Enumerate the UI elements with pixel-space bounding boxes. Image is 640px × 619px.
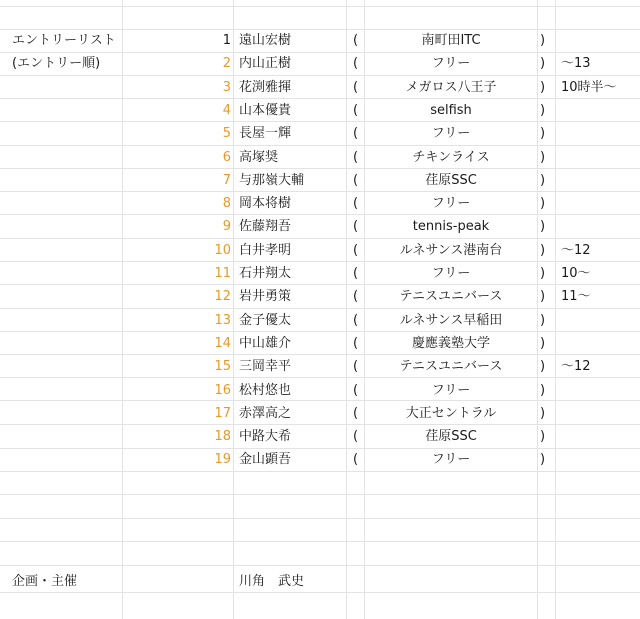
paren-close[interactable]: ) [540,266,546,281]
paren-open[interactable]: ( [353,452,359,468]
availability-note[interactable] [561,379,639,402]
player-name[interactable]: 石井翔太 [239,266,292,281]
entry-row [0,215,640,238]
paren-close[interactable]: ) [540,242,546,258]
entry-row [0,52,640,75]
paren-close[interactable]: ) [540,102,546,118]
paren-open[interactable]: ( [353,289,359,305]
entry-number[interactable]: 7 [222,172,231,188]
player-name[interactable]: 岩井勇策 [239,289,292,305]
availability-note[interactable]: 〜12 [561,242,591,258]
club-name[interactable]: チキンライス [412,149,490,165]
paren-open[interactable]: ( [353,382,359,398]
availability-note[interactable] [561,192,639,215]
player-name[interactable]: 遠山宏樹 [239,33,292,48]
paren-close[interactable]: ) [540,382,546,398]
entry-row [0,285,640,308]
entry-number[interactable]: 8 [222,196,231,212]
entry-row [0,122,640,145]
entry-row [0,146,640,169]
player-name[interactable]: 花渕雅揮 [239,79,292,95]
entry-row [0,448,640,471]
paren-close[interactable]: ) [540,79,546,95]
availability-note[interactable]: 10〜 [561,266,591,281]
row-divider [0,541,640,542]
player-name[interactable]: 中路大希 [239,429,292,445]
organizer-name[interactable]: 川角 武史 [239,574,305,589]
entry-row [0,76,640,99]
entry-row [0,169,640,192]
paren-close[interactable]: ) [540,359,546,375]
paren-open[interactable]: ( [353,266,359,281]
paren-open[interactable]: ( [353,196,359,212]
entry-number[interactable]: 1 [222,33,231,48]
club-name[interactable]: tennis-peak [412,219,490,235]
club-name[interactable]: 大正セントラル [405,405,497,421]
paren-open[interactable]: ( [353,102,359,118]
player-name[interactable]: 高塚奨 [239,149,279,165]
paren-open[interactable]: ( [353,312,359,328]
player-name[interactable]: 与那嶺大輔 [239,172,305,188]
player-name[interactable]: 岡本将樹 [239,196,292,212]
availability-note[interactable] [561,146,639,169]
row-divider [0,565,640,566]
paren-open[interactable]: ( [353,429,359,445]
paren-close[interactable]: ) [540,405,546,421]
entry-row [0,309,640,332]
entry-number[interactable]: 6 [222,149,231,165]
paren-open[interactable]: ( [353,359,359,375]
availability-note[interactable] [561,425,639,448]
paren-close[interactable]: ) [540,149,546,165]
entry-row [0,192,640,215]
paren-open[interactable]: ( [353,149,359,165]
entry-number[interactable]: 9 [222,219,231,235]
club-name[interactable]: フリー [431,452,471,468]
availability-note[interactable] [561,448,639,471]
entry-number[interactable]: 2 [222,56,231,72]
player-name[interactable]: 山本優貴 [239,102,292,118]
paren-open[interactable]: ( [353,219,359,235]
paren-close[interactable]: ) [540,126,546,142]
entry-number[interactable]: 4 [222,102,231,118]
player-name[interactable]: 佐藤翔吾 [239,219,292,235]
entry-row [0,29,640,52]
availability-note[interactable] [561,169,639,192]
paren-close[interactable]: ) [540,56,546,72]
paren-open[interactable]: ( [353,242,359,258]
paren-close[interactable]: ) [540,219,546,235]
entry-number[interactable]: 15 [214,359,231,375]
availability-note[interactable]: 〜12 [561,359,591,375]
availability-note[interactable] [561,332,639,355]
availability-note[interactable]: 〜13 [561,56,591,72]
player-name[interactable]: 内山正樹 [239,56,292,72]
entry-number[interactable]: 18 [214,429,231,445]
entry-number[interactable]: 16 [214,382,231,398]
availability-note[interactable] [561,215,639,238]
entry-order-label[interactable]: (エントリー順) [12,56,101,71]
row-divider [0,6,640,7]
player-name[interactable]: 金山顕吾 [239,452,292,468]
row-divider [0,494,640,495]
paren-open[interactable]: ( [353,56,359,72]
entry-number[interactable]: 5 [222,126,231,142]
entry-row [0,402,640,425]
paren-close[interactable]: ) [540,452,546,468]
entry-number[interactable]: 10 [214,242,231,258]
entry-row [0,379,640,402]
availability-note[interactable]: 10時半〜 [561,79,617,95]
entry-number[interactable]: 3 [222,79,231,95]
paren-close[interactable]: ) [540,312,546,328]
entry-number[interactable]: 11 [214,266,231,281]
club-name[interactable]: フリー [431,126,471,142]
organizer-label[interactable]: 企画・主催 [12,574,78,589]
club-name[interactable]: テニスユニバース [399,359,503,375]
availability-note[interactable] [561,29,639,52]
entry-row [0,425,640,448]
entry-number[interactable]: 17 [214,405,231,421]
player-name[interactable]: 白井孝明 [239,242,292,258]
player-name[interactable]: 金子優太 [239,312,292,328]
organizer-row [0,570,640,593]
paren-open[interactable]: ( [353,172,359,188]
paren-close[interactable]: ) [540,429,546,445]
availability-note[interactable] [561,309,639,332]
club-name[interactable]: ルネサンス港南台 [399,242,503,258]
player-name[interactable]: 赤澤高之 [239,405,292,421]
club-name[interactable]: ルネサンス早稲田 [399,312,503,328]
availability-note[interactable] [561,99,639,122]
paren-close[interactable]: ) [540,335,546,351]
entry-row [0,99,640,122]
entry-number[interactable]: 12 [214,289,231,305]
club-name[interactable]: selfish [430,102,472,118]
entry-row [0,262,640,285]
availability-note[interactable] [561,122,639,145]
club-name[interactable]: フリー [431,266,471,281]
entry-list-title[interactable]: エントリーリスト [12,33,116,48]
availability-note[interactable]: 11〜 [561,289,591,305]
paren-close[interactable]: ) [540,33,546,48]
player-name[interactable]: 長屋一輝 [239,126,292,142]
player-name[interactable]: 三岡幸平 [239,359,292,375]
club-name[interactable]: テニスユニバース [399,289,503,305]
club-name[interactable]: 荏原SSC [425,172,477,188]
availability-note[interactable] [561,402,639,425]
club-name[interactable]: フリー [431,196,471,212]
entry-row [0,332,640,355]
paren-open[interactable]: ( [353,33,359,48]
paren-close[interactable]: ) [540,172,546,188]
club-name[interactable]: メガロス八王子 [405,79,497,95]
club-name[interactable]: 南町田ITC [421,33,481,48]
entry-row [0,355,640,378]
entry-number[interactable]: 19 [214,452,231,468]
paren-open[interactable]: ( [353,79,359,95]
player-name[interactable]: 松村悠也 [239,382,292,398]
club-name[interactable]: フリー [431,56,471,72]
club-name[interactable]: 荏原SSC [425,429,477,445]
row-divider [0,518,640,519]
entry-row [0,239,640,262]
paren-open[interactable]: ( [353,126,359,142]
paren-open[interactable]: ( [353,405,359,421]
paren-close[interactable]: ) [540,289,546,305]
paren-close[interactable]: ) [540,196,546,212]
club-name[interactable]: 慶應義塾大学 [411,335,490,351]
entry-number[interactable]: 13 [214,312,231,328]
club-name[interactable]: フリー [431,382,471,398]
paren-open[interactable]: ( [353,335,359,351]
entry-number[interactable]: 14 [214,335,231,351]
player-name[interactable]: 中山雄介 [239,335,292,351]
